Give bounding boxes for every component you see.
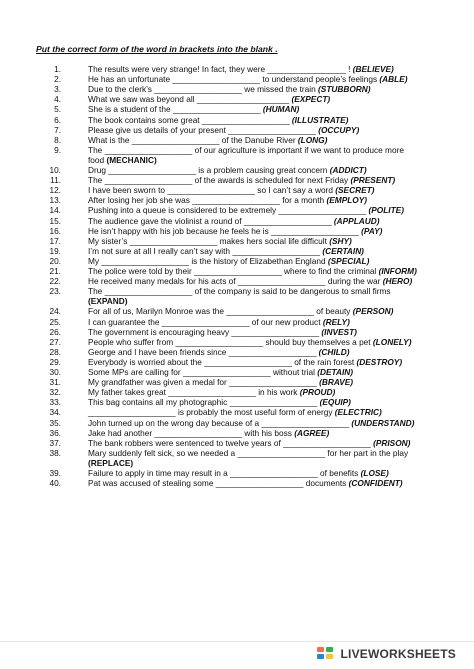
item-number: 16. <box>49 225 61 236</box>
item-sentence: He has an unfortunate ___________________ to understand people’s feelings (ABLE) <box>88 74 408 85</box>
item-number: 12. <box>49 185 61 196</box>
item-sentence-continued: food (MECHANIC) <box>88 154 157 165</box>
item-sentence: Pat was accused of stealing some ___________________ documents (CONFIDENT) <box>88 478 403 489</box>
brand[interactable] <box>317 647 456 661</box>
item-sentence: People who suffer from ___________________ should buy themselves a pet (LONELY) <box>88 336 412 347</box>
item-number: 4. <box>54 94 61 105</box>
item-number: 27. <box>49 336 61 347</box>
item-sentence: What we saw was beyond all ____________________ (EXPECT) <box>88 94 331 105</box>
item-number: 20. <box>49 255 61 266</box>
item-sentence: The audience gave the violinist a round of ___________________ (APPLAUD) <box>88 215 380 226</box>
item-sentence: Some MPs are calling for ___________________ without trial (DETAIN) <box>88 367 354 377</box>
item-sentence: Jake had another ___________________ with his boss (AGREE) <box>88 427 330 438</box>
item-number: 22. <box>49 276 61 287</box>
item-number: 3. <box>54 84 61 95</box>
item-number: 19. <box>49 245 61 256</box>
item-number: 36. <box>49 427 61 438</box>
item-sentence: Failure to apply in time may result in a ___________________ of benefits (LOSE) <box>88 468 389 478</box>
item-number: 39. <box>49 468 61 478</box>
item-number: 21. <box>49 266 61 276</box>
item-number: 34. <box>49 407 61 418</box>
item-sentence: Everybody is worried about the ___________________ of the rain forest (DESTROY) <box>88 356 403 367</box>
item-number: 24. <box>49 306 61 317</box>
item-sentence: Please give us details of your present ___________________ (OCCUPY) <box>88 124 360 135</box>
item-number: 5. <box>54 104 61 115</box>
item-number: 26. <box>49 326 61 337</box>
item-number: 8. <box>54 134 61 145</box>
instructions-title: Put the correct form of the word in brackets into the blank . <box>36 44 278 54</box>
item-sentence: My ___________________ is the history of Elizabethan England (SPECIAL) <box>88 255 370 266</box>
item-number: 1. <box>54 64 61 74</box>
item-sentence: The government is encouraging heavy ___________________ (INVEST) <box>88 326 357 337</box>
item-sentence: Drug ___________________ is a problem causing great concern (ADDICT) <box>88 165 367 175</box>
item-number: 6. <box>54 114 61 125</box>
item-number: 40. <box>49 478 61 489</box>
item-number: 30. <box>49 367 61 377</box>
item-number: 29. <box>49 356 61 367</box>
item-sentence: This bag contains all my photographic ___________________ (EQUIP) <box>88 397 351 408</box>
item-sentence: My grandfather was given a medal for ___________________ (BRAVE) <box>88 377 354 388</box>
item-sentence-continued: (EXPAND) <box>88 296 128 307</box>
footer-divider <box>0 641 474 642</box>
item-sentence: The ___________________ of the company is said to be dangerous to small firms <box>88 286 391 297</box>
item-sentence: Mary suddenly felt sick, so we needed a ___________________ for her part in the play <box>88 447 409 458</box>
item-sentence: He isn’t happy with his job because he feels he is ___________________ (PAY) <box>88 225 383 236</box>
item-sentence: For all of us, Marilyn Monroe was the ___________________ of beauty (PERSON) <box>88 306 394 317</box>
item-sentence: The results were very strange! In fact, they were _________________ ! (BELIEVE) <box>88 64 394 74</box>
item-sentence: The police were told by their ___________________ where to find the criminal (INFORM) <box>88 266 417 276</box>
item-number: 32. <box>49 387 61 398</box>
item-sentence: I have been sworn to ___________________ so I can’t say a word (SECRET) <box>88 185 375 196</box>
item-sentence: He received many medals for his acts of ___________________ during the war (HERO) <box>88 276 413 287</box>
item-sentence: I’m not sure at all I really can’t say with ___________________ (CERTAIN) <box>88 245 364 256</box>
item-number: 23. <box>49 286 61 297</box>
liveworksheets-logo-icon <box>317 647 335 661</box>
item-number: 33. <box>49 397 61 408</box>
item-sentence-continued: (REPLACE) <box>88 457 134 468</box>
item-number: 15. <box>49 215 61 226</box>
item-sentence: The book contains some great ___________________ (ILLUSTRATE) <box>88 114 349 125</box>
item-number: 9. <box>54 144 61 155</box>
brand-text: LIVEWORKSHEETS <box>340 647 456 661</box>
item-number: 11. <box>50 175 61 186</box>
item-number: 2. <box>54 74 61 85</box>
item-sentence: The ___________________ of the awards is scheduled for next Friday (PRESENT) <box>88 175 396 186</box>
item-sentence: My father takes great ___________________ in his work (PROUD) <box>88 387 336 398</box>
item-number: 25. <box>49 316 61 327</box>
item-number: 28. <box>49 346 61 357</box>
item-sentence: She is a student of the ___________________ (HUMAN) <box>88 104 300 115</box>
item-sentence: After losing her job she was ___________________ for a month (EMPLOY) <box>88 195 368 206</box>
item-number: 37. <box>49 437 61 448</box>
item-sentence: The ___________________ of our agriculture is important if we want to produce more <box>88 144 404 155</box>
item-sentence: Due to the clerk’s ___________________ we missed the train (STUBBORN) <box>88 84 371 95</box>
item-sentence: John turned up on the wrong day because of a ___________________ (UNDERSTAND) <box>88 417 415 428</box>
item-number: 38. <box>49 447 61 458</box>
item-sentence: George and I have been friends since ___________________ (CHILD) <box>88 346 350 357</box>
item-sentence: The bank robbers were sentenced to twelve years of ___________________ (PRISON) <box>88 437 411 448</box>
item-number: 35. <box>49 417 61 428</box>
item-number: 10. <box>49 165 61 175</box>
item-number: 31. <box>49 377 61 388</box>
item-sentence: My sister’s ___________________ makes hers social life difficult (SHY) <box>88 235 352 246</box>
footer <box>0 641 474 669</box>
item-number: 13. <box>49 195 61 206</box>
item-sentence: ___________________ is probably the most useful form of energy (ELECTRIC) <box>88 407 382 418</box>
item-number: 17. <box>49 235 61 246</box>
item-number: 7. <box>54 124 61 135</box>
item-number: 14. <box>49 205 61 216</box>
item-sentence: I can guarantee the ___________________ of our new product (RELY) <box>88 316 350 327</box>
item-sentence: Pushing into a queue is considered to be extremely ___________________ (POLITE) <box>88 205 404 216</box>
item-sentence: What is the ___________________ of the Danube River (LONG) <box>88 134 328 145</box>
